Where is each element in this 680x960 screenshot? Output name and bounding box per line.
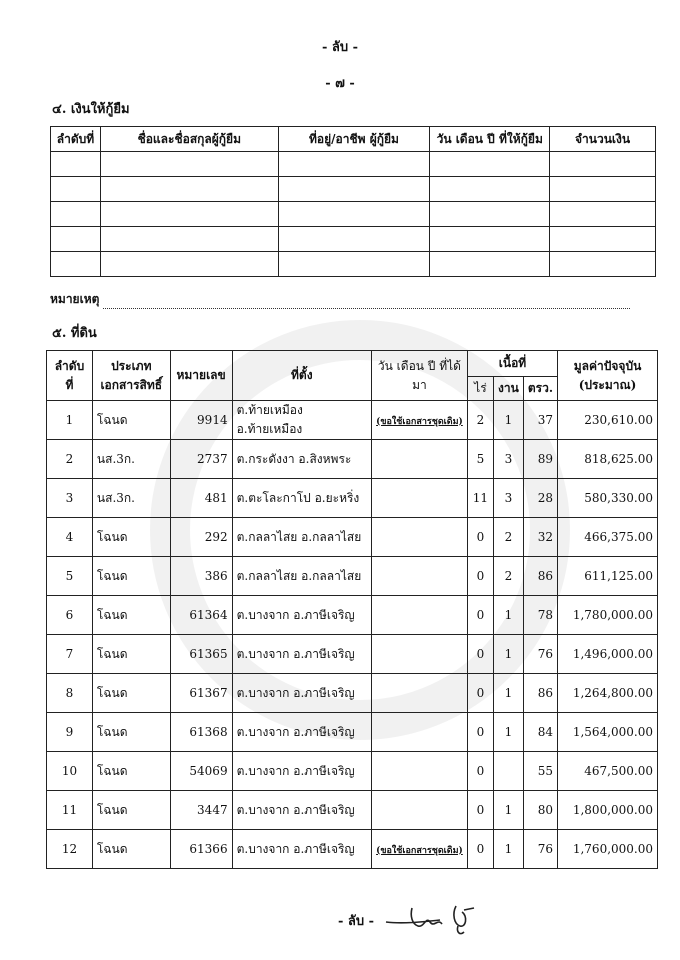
land-row-doc-no: 2737 bbox=[170, 440, 232, 479]
land-row-doc-type: โฉนด bbox=[92, 674, 170, 713]
land-row-rai: 2 bbox=[467, 401, 493, 440]
loans-empty-cell bbox=[550, 152, 656, 177]
land-row-wa: 76 bbox=[523, 830, 557, 869]
land-row-doc-type: โฉนด bbox=[92, 791, 170, 830]
loans-header-cell: ลำดับที่ bbox=[51, 127, 101, 152]
land-row-value: 1,800,000.00 bbox=[558, 791, 658, 830]
loans-empty-cell bbox=[550, 202, 656, 227]
land-section-title: ๕. ที่ดิน bbox=[52, 326, 97, 341]
land-row-doc-no: 3447 bbox=[170, 791, 232, 830]
page-number: - ๗ - bbox=[325, 76, 355, 91]
land-row-no: 9 bbox=[47, 713, 93, 752]
land-row-ngan: 3 bbox=[493, 440, 523, 479]
land-row-date bbox=[371, 791, 467, 830]
land-row-value: 1,496,000.00 bbox=[558, 635, 658, 674]
loans-empty-cell bbox=[51, 177, 101, 202]
land-row-wa: 37 bbox=[523, 401, 557, 440]
land-row-wa: 80 bbox=[523, 791, 557, 830]
table-row bbox=[47, 791, 658, 830]
table-row bbox=[47, 830, 658, 869]
loans-empty-cell bbox=[550, 252, 656, 277]
loans-empty-row bbox=[51, 252, 656, 277]
land-row-location: ต.บางจาก อ.ภาษีเจริญ bbox=[232, 752, 371, 791]
loans-empty-cell bbox=[51, 202, 101, 227]
loans-empty-cell bbox=[430, 252, 550, 277]
loans-body bbox=[51, 152, 656, 277]
table-row bbox=[47, 635, 658, 674]
table-row bbox=[47, 440, 658, 479]
land-row-date bbox=[371, 479, 467, 518]
land-row-wa: 76 bbox=[523, 635, 557, 674]
signature bbox=[382, 902, 492, 938]
loans-empty-cell bbox=[278, 252, 430, 277]
remarks-line bbox=[103, 296, 630, 309]
land-row-date bbox=[371, 752, 467, 791]
land-row-rai: 11 bbox=[467, 479, 493, 518]
loans-empty-cell bbox=[278, 227, 430, 252]
land-row-wa: 55 bbox=[523, 752, 557, 791]
land-row-wa: 86 bbox=[523, 674, 557, 713]
land-row-doc-type: โฉนด bbox=[92, 401, 170, 440]
land-row-doc-no: 481 bbox=[170, 479, 232, 518]
land-row-location: ต.บางจาก อ.ภาษีเจริญ bbox=[232, 635, 371, 674]
land-row-date bbox=[371, 674, 467, 713]
land-body bbox=[47, 401, 658, 869]
table-row bbox=[47, 401, 658, 440]
land-row-value: 818,625.00 bbox=[558, 440, 658, 479]
land-row-doc-type: โฉนด bbox=[92, 752, 170, 791]
land-row-doc-no: 9914 bbox=[170, 401, 232, 440]
loans-table bbox=[50, 126, 656, 277]
land-row-rai: 0 bbox=[467, 596, 493, 635]
land-row-date bbox=[371, 830, 467, 869]
land-row-doc-type: โฉนด bbox=[92, 830, 170, 869]
land-header-rai: ไร่ bbox=[467, 377, 493, 401]
table-row bbox=[47, 557, 658, 596]
reuse-document-note: (ขอใช้เอกสารชุดเดิม) bbox=[376, 416, 463, 427]
land-row-value: 1,564,000.00 bbox=[558, 713, 658, 752]
land-row-date bbox=[371, 557, 467, 596]
table-row bbox=[47, 674, 658, 713]
land-row-date bbox=[371, 401, 467, 440]
land-header-area: เนื้อที่ bbox=[467, 351, 557, 377]
land-row-value: 580,330.00 bbox=[558, 479, 658, 518]
land-row-ngan: 2 bbox=[493, 557, 523, 596]
land-row-no: 10 bbox=[47, 752, 93, 791]
loans-empty-cell bbox=[550, 227, 656, 252]
land-row-rai: 0 bbox=[467, 557, 493, 596]
land-row-date bbox=[371, 440, 467, 479]
loans-empty-cell bbox=[430, 227, 550, 252]
land-row-rai: 0 bbox=[467, 713, 493, 752]
land-row-ngan: 1 bbox=[493, 830, 523, 869]
land-row-rai: 0 bbox=[467, 518, 493, 557]
loans-header-cell: ที่อยู่/อาชีพ ผู้กู้ยืม bbox=[278, 127, 430, 152]
land-row-value: 1,780,000.00 bbox=[558, 596, 658, 635]
land-row-doc-type: นส.3ก. bbox=[92, 440, 170, 479]
land-row-value: 1,760,000.00 bbox=[558, 830, 658, 869]
land-row-doc-type: โฉนด bbox=[92, 635, 170, 674]
loans-empty-cell bbox=[51, 252, 101, 277]
loans-empty-cell bbox=[100, 177, 278, 202]
land-row-ngan: 1 bbox=[493, 635, 523, 674]
land-row-doc-no: 61364 bbox=[170, 596, 232, 635]
land-row-ngan: 1 bbox=[493, 791, 523, 830]
land-row-location: ต.กลลาไสย อ.กลลาไสย bbox=[232, 557, 371, 596]
remarks-label: หมายเหตุ bbox=[50, 292, 100, 306]
loans-section-title: ๔. เงินให้กู้ยืม bbox=[52, 102, 130, 117]
land-row-date bbox=[371, 713, 467, 752]
land-row-location: ต.บางจาก อ.ภาษีเจริญ bbox=[232, 830, 371, 869]
land-header-wa: ตรว. bbox=[523, 377, 557, 401]
land-row-value: 230,610.00 bbox=[558, 401, 658, 440]
land-row-location: ต.ท้ายเหมือง อ.ท้ายเหมือง bbox=[232, 401, 371, 440]
land-row-rai: 0 bbox=[467, 635, 493, 674]
land-row-ngan: 2 bbox=[493, 518, 523, 557]
loans-empty-cell bbox=[430, 152, 550, 177]
land-row-doc-type: โฉนด bbox=[92, 518, 170, 557]
land-row-ngan bbox=[493, 752, 523, 791]
top-confidential-marker: - ลับ - bbox=[321, 40, 359, 55]
land-row-doc-no: 54069 bbox=[170, 752, 232, 791]
land-row-ngan: 3 bbox=[493, 479, 523, 518]
land-header-ngan: งาน bbox=[493, 377, 523, 401]
land-row-wa: 28 bbox=[523, 479, 557, 518]
loans-empty-cell bbox=[100, 152, 278, 177]
land-row-value: 1,264,800.00 bbox=[558, 674, 658, 713]
land-row-location: ต.บางจาก อ.ภาษีเจริญ bbox=[232, 674, 371, 713]
loans-empty-cell bbox=[430, 202, 550, 227]
loans-empty-cell bbox=[278, 152, 430, 177]
loans-empty-row bbox=[51, 177, 656, 202]
table-row bbox=[47, 479, 658, 518]
land-row-no: 4 bbox=[47, 518, 93, 557]
loans-header-cell: วัน เดือน ปี ที่ให้กู้ยืม bbox=[430, 127, 550, 152]
loans-empty-cell bbox=[100, 202, 278, 227]
loans-header-row bbox=[51, 127, 656, 152]
land-header-location: ที่ตั้ง bbox=[232, 351, 371, 401]
land-row-ngan: 1 bbox=[493, 401, 523, 440]
bottom-confidential-marker: - ลับ - bbox=[338, 913, 375, 929]
land-row-no: 2 bbox=[47, 440, 93, 479]
land-row-date bbox=[371, 596, 467, 635]
land-row-rai: 0 bbox=[467, 752, 493, 791]
loans-header-cell: จำนวนเงิน bbox=[550, 127, 656, 152]
land-row-doc-type: โฉนด bbox=[92, 596, 170, 635]
land-row-doc-type: นส.3ก. bbox=[92, 479, 170, 518]
loans-empty-row bbox=[51, 152, 656, 177]
loans-empty-cell bbox=[100, 227, 278, 252]
land-row-ngan: 1 bbox=[493, 596, 523, 635]
land-row-doc-no: 61367 bbox=[170, 674, 232, 713]
land-table bbox=[46, 350, 658, 869]
land-row-no: 3 bbox=[47, 479, 93, 518]
footer bbox=[338, 902, 492, 938]
land-row-location: ต.บางจาก อ.ภาษีเจริญ bbox=[232, 791, 371, 830]
land-row-wa: 86 bbox=[523, 557, 557, 596]
table-row bbox=[47, 713, 658, 752]
land-row-rai: 0 bbox=[467, 830, 493, 869]
reuse-document-note: (ขอใช้เอกสารชุดเดิม) bbox=[376, 845, 463, 856]
land-row-doc-no: 386 bbox=[170, 557, 232, 596]
land-header-doc-no: หมายเลข bbox=[170, 351, 232, 401]
land-row-doc-type: โฉนด bbox=[92, 713, 170, 752]
land-row-ngan: 1 bbox=[493, 713, 523, 752]
land-row-location: ต.กลลาไสย อ.กลลาไสย bbox=[232, 518, 371, 557]
loans-empty-cell bbox=[278, 202, 430, 227]
land-row-no: 5 bbox=[47, 557, 93, 596]
land-row-location: ต.กระดังงา อ.สิงหพระ bbox=[232, 440, 371, 479]
land-row-doc-no: 292 bbox=[170, 518, 232, 557]
table-row bbox=[47, 596, 658, 635]
land-row-no: 6 bbox=[47, 596, 93, 635]
land-row-rai: 5 bbox=[467, 440, 493, 479]
loans-empty-cell bbox=[100, 252, 278, 277]
land-row-no: 8 bbox=[47, 674, 93, 713]
land-row-rai: 0 bbox=[467, 674, 493, 713]
land-row-ngan: 1 bbox=[493, 674, 523, 713]
table-row bbox=[47, 752, 658, 791]
remarks-row bbox=[50, 290, 630, 309]
loans-empty-cell bbox=[278, 177, 430, 202]
loans-empty-cell bbox=[51, 152, 101, 177]
land-row-doc-no: 61366 bbox=[170, 830, 232, 869]
land-row-wa: 89 bbox=[523, 440, 557, 479]
land-row-location: ต.ตะโละกาโป อ.ยะหริ่ง bbox=[232, 479, 371, 518]
land-row-date bbox=[371, 518, 467, 557]
table-row bbox=[47, 518, 658, 557]
loans-empty-cell bbox=[430, 177, 550, 202]
land-row-no: 7 bbox=[47, 635, 93, 674]
land-row-value: 467,500.00 bbox=[558, 752, 658, 791]
land-row-no: 11 bbox=[47, 791, 93, 830]
land-row-rai: 0 bbox=[467, 791, 493, 830]
land-row-wa: 32 bbox=[523, 518, 557, 557]
land-row-wa: 84 bbox=[523, 713, 557, 752]
land-header-date: วัน เดือน ปี ที่ได้มา bbox=[371, 351, 467, 401]
land-row-doc-no: 61365 bbox=[170, 635, 232, 674]
land-row-no: 1 bbox=[47, 401, 93, 440]
land-row-location: ต.บางจาก อ.ภาษีเจริญ bbox=[232, 596, 371, 635]
land-row-value: 466,375.00 bbox=[558, 518, 658, 557]
land-header-doc-type: ประเภท เอกสารสิทธิ์ bbox=[92, 351, 170, 401]
loans-empty-row bbox=[51, 227, 656, 252]
land-row-doc-type: โฉนด bbox=[92, 557, 170, 596]
land-row-location: ต.บางจาก อ.ภาษีเจริญ bbox=[232, 713, 371, 752]
land-header-no: ลำดับ ที่ bbox=[47, 351, 93, 401]
loans-empty-row bbox=[51, 202, 656, 227]
land-header-value: มูลค่าปัจจุบัน (ประมาณ) bbox=[558, 351, 658, 401]
loans-empty-cell bbox=[550, 177, 656, 202]
land-row-doc-no: 61368 bbox=[170, 713, 232, 752]
land-row-value: 611,125.00 bbox=[558, 557, 658, 596]
land-row-date bbox=[371, 635, 467, 674]
loans-header-cell: ชื่อและชื่อสกุลผู้กู้ยืม bbox=[100, 127, 278, 152]
land-row-no: 12 bbox=[47, 830, 93, 869]
loans-empty-cell bbox=[51, 227, 101, 252]
land-row-wa: 78 bbox=[523, 596, 557, 635]
